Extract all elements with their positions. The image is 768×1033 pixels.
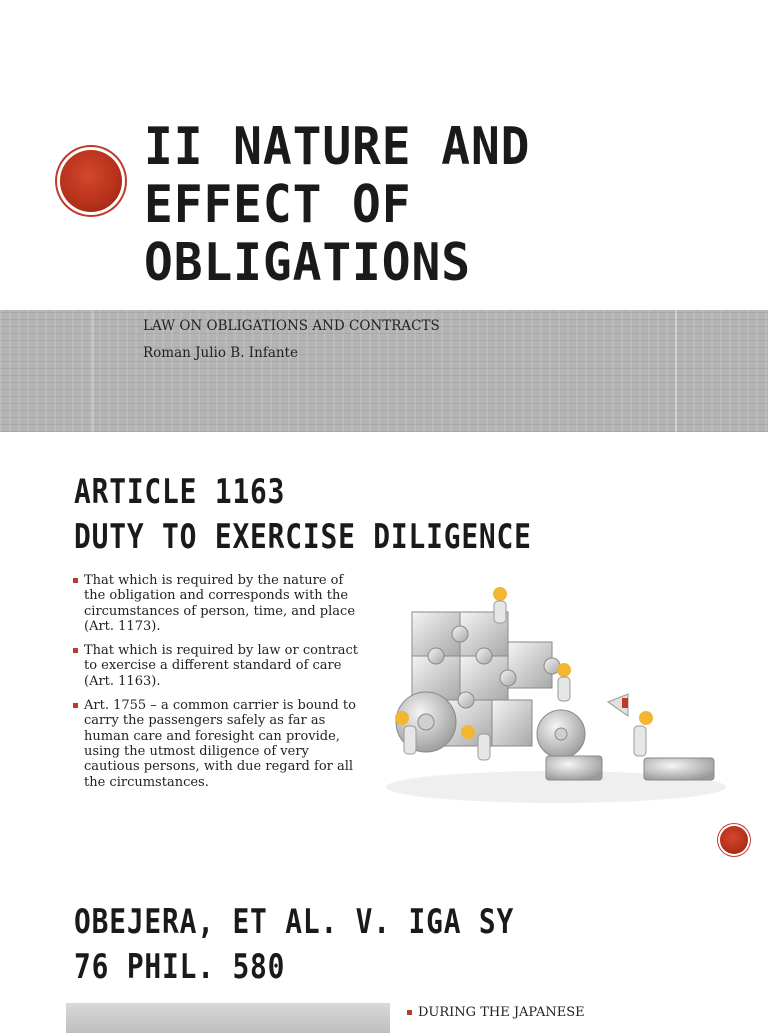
list-item	[73, 573, 363, 634]
case-bullet-list	[407, 1005, 737, 1029]
bullet-icon	[73, 648, 78, 653]
list-item	[407, 1005, 737, 1020]
bullet-text: DURING THE JAPANESE	[418, 1005, 585, 1020]
slide-subtitle: LAW ON OBLIGATIONS AND CONTRACTS	[143, 318, 440, 334]
bullet-text: That which is required by the nature of the obligation and corresponds with the circumstances of person, time, and place (Art. 1173).	[84, 573, 356, 634]
case-heading	[74, 900, 514, 990]
slide-title: II NATURE AND EFFECT OF OBLIGATIONS	[144, 117, 531, 293]
case-title: OBEJERA, ET AL. V. IGA SY	[74, 902, 515, 942]
case-citation: 76 PHIL. 580	[74, 947, 286, 987]
historical-photo	[66, 1003, 390, 1033]
red-circle-icon	[720, 826, 748, 854]
red-circle-icon	[60, 150, 122, 212]
article-heading	[74, 470, 532, 560]
bullet-icon	[73, 578, 78, 583]
list-item	[73, 698, 363, 790]
bullet-text: That which is required by law or contract to exercise a different standard of care (Art. 1163).	[84, 643, 358, 689]
bullet-icon	[73, 703, 78, 708]
article-bullet-list	[73, 573, 363, 799]
article-number: ARTICLE 1163	[74, 472, 286, 512]
puzzle-teamwork-illustration	[366, 582, 730, 814]
bullet-icon	[407, 1010, 412, 1015]
bullet-text: Art. 1755 – a common carrier is bound to carry the passengers safely as far as human care and foresight can provide, using the utmost diligence of very cautious persons, with due regard for all the circumstances.	[84, 698, 356, 790]
list-item	[73, 643, 363, 689]
author-name: Roman Julio B. Infante	[143, 345, 298, 361]
article-subject: DUTY TO EXERCISE DILIGENCE	[74, 517, 532, 557]
